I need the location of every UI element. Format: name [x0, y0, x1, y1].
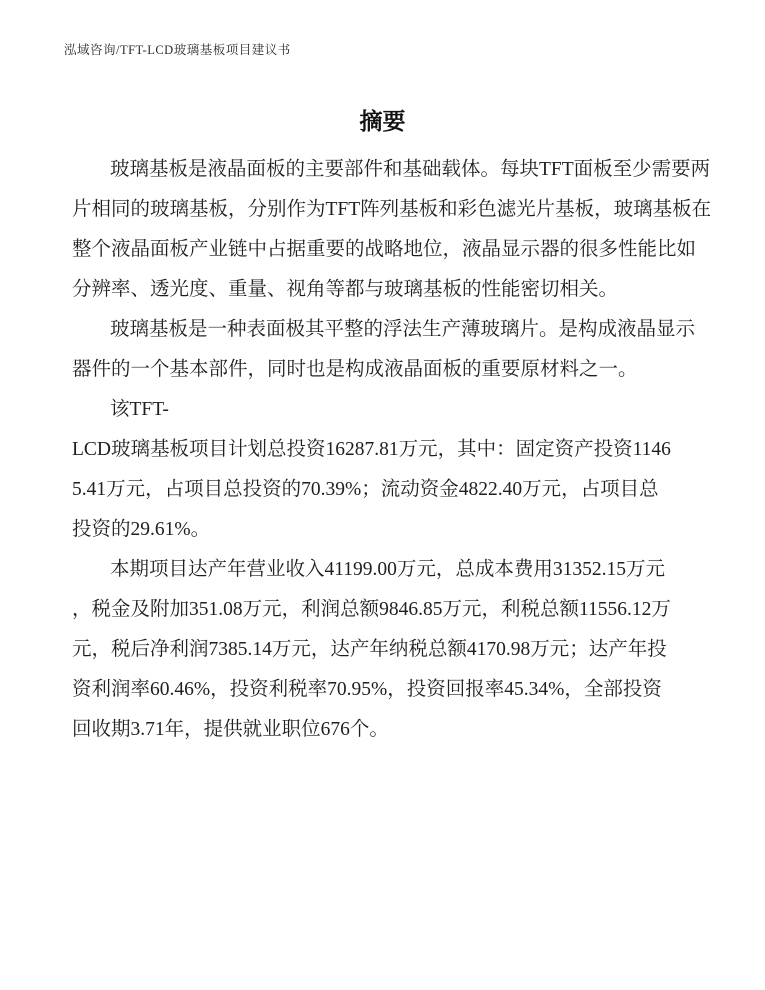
page-title: 摘要 — [359, 109, 406, 134]
text-line: 投资的29.61%。 — [72, 519, 211, 540]
text-line: LCD玻璃基板项目计划总投资16287.81万元，其中：固定资产投资1146 — [72, 439, 671, 460]
text-line: 玻璃基板是一种表面极其平整的浮法生产薄玻璃片。是构成液晶显示 — [110, 319, 696, 340]
text-line: 玻璃基板是液晶面板的主要部件和基础载体。每块TFT面板至少需要两 — [110, 159, 711, 180]
text-line: ，税金及附加351.08万元，利润总额9846.85万元，利税总额11556.12万 — [72, 599, 671, 620]
text-line: 5.41万元，占项目总投资的70.39%；流动资金4822.40万元，占项目总 — [72, 479, 659, 500]
text-line: 回收期3.71年，提供就业职位676个。 — [72, 719, 389, 740]
text-line: 分辨率、透光度、重量、视角等都与玻璃基板的性能密切相关。 — [72, 279, 619, 300]
text-line: 器件的一个基本部件，同时也是构成液晶面板的重要原材料之一。 — [72, 359, 638, 380]
document-body — [72, 150, 712, 750]
text-line: 资利润率60.46%，投资利税率70.95%，投资回报率45.34%，全部投资 — [72, 679, 662, 700]
text-line: 片相同的玻璃基板，分别作为TFT阵列基板和彩色滤光片基板，玻璃基板在 — [72, 199, 712, 220]
page-header-text: 泓域咨询/TFT-LCD玻璃基板项目建议书 — [64, 43, 291, 57]
text-line: 本期项目达产年营业收入41199.00万元，总成本费用31352.15万元 — [110, 559, 666, 580]
text-line: 整个液晶面板产业链中占据重要的战略地位，液晶显示器的很多性能比如 — [72, 239, 697, 260]
text-line: 元，税后净利润7385.14万元，达产年纳税总额4170.98万元；达产年投 — [72, 639, 667, 660]
text-line: 该TFT- — [110, 399, 169, 420]
